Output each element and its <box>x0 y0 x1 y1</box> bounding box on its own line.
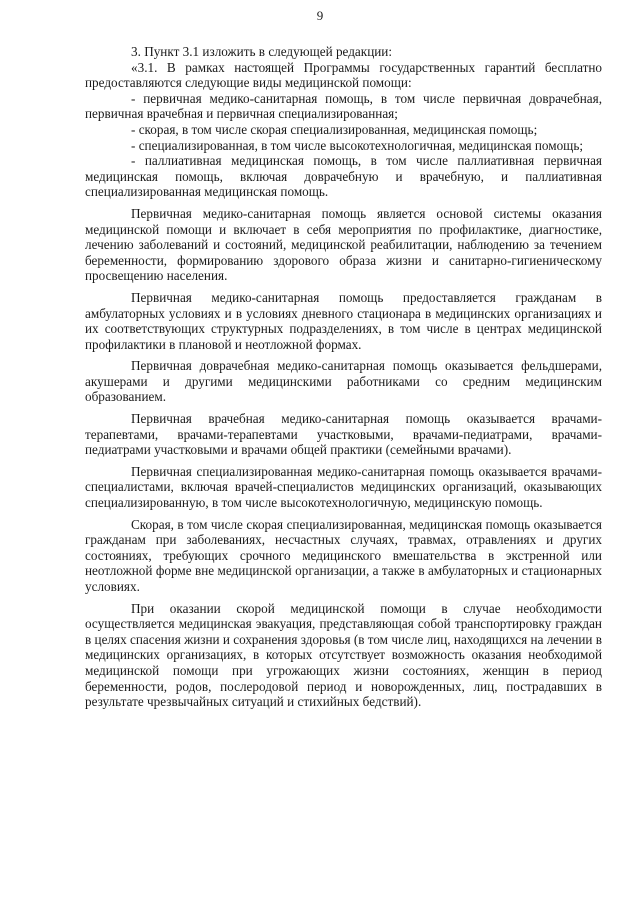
paragraph-amendment-intro: 3. Пункт 3.1 изложить в следующей редакции: <box>131 44 393 59</box>
list-item-specialized-care: - специализированная, в том числе высокотехнологичная, медицинская помощь; <box>131 137 583 153</box>
page-number: 9 <box>316 8 324 23</box>
list-item-palliative-care: - паллиативная медицинская помощь, в том числе паллиативная первичная медицинская помощь, включая доврачебную и врачебную, и паллиативная специализированная медицинская помощь. <box>85 153 602 200</box>
paragraph-clause-3-1: «3.1. В рамках настоящей Программы государственных гарантий бесплатно предоставляются следующие виды медицинской помощи: <box>85 59 602 91</box>
list-item-emergency-care: - скорая, в том числе скорая специализированная, медицинская помощь; <box>131 121 538 137</box>
paragraph-pre-doctor-care: Первичная доврачебная медико-санитарная помощь оказывается фельдшерами, акушерами и другими медицинскими работниками со средним медицинским образованием. <box>85 358 602 405</box>
list-item-primary-care: - первичная медико-санитарная помощь, в том числе первичная доврачебная, первичная врачебная и первичная специализированная; <box>85 90 602 122</box>
paragraph-doctor-care: Первичная врачебная медико-санитарная помощь оказывается врачами-терапевтами, врачами-терапевтами участковыми, врачами-педиатрами, врачами-педиатрами участковыми и врачами общей практики (семейными врачами). <box>85 411 602 458</box>
paragraph-specialized-primary-care: Первичная специализированная медико-санитарная помощь оказывается врачами-специалистами, включая врачей-специалистов медицинских организаций, оказывающих специализированную, в том числе высокотехнологичную, медицинскую помощь. <box>85 463 602 511</box>
paragraph-emergency-care: Скорая, в том числе скорая специализированная, медицинская помощь оказывается гражданам при заболеваниях, несчастных случаях, травмах, отравлениях и других состояниях, требующих срочного медицинского вмешательства в экстренной или неотложной форме вне медицинской организации, а также в амбулаторных и стационарных условиях. <box>85 516 602 594</box>
paragraph-primary-care-provision: Первичная медико-санитарная помощь предоставляется гражданам в амбулаторных условиях и в условиях дневного стационара в медицинских организациях и их соответствующих структурных подразделениях, в том числе в центрах медицинской профилактики в плановой и неотложной формах. <box>85 289 602 352</box>
document-body <box>85 44 602 710</box>
paragraph-medical-evacuation: При оказании скорой медицинской помощи в случае необходимости осуществляется медицинская эвакуация, представляющая собой транспортировку граждан в целях спасения жизни и сохранения здоровья (в том числе лиц, находящихся на лечении в медицинских организациях, в которых отсутствует возможность оказания необходимой медицинской помощи при угрожающих жизни состояниях, женщин в период беременности, родов, послеродовой период и новорожденных, лиц, пострадавших в результате чрезвычайных ситуаций и стихийных бедствий). <box>85 600 603 710</box>
paragraph-primary-care-basis: Первичная медико-санитарная помощь является основой системы оказания медицинской помощи и включает в себя мероприятия по профилактике, диагностике, лечению заболеваний и состояний, медицинской реабилитации, наблюдению за течением беременности, формированию здорового образа жизни и санитарно-гигиеническому просвещению населения. <box>85 205 602 284</box>
